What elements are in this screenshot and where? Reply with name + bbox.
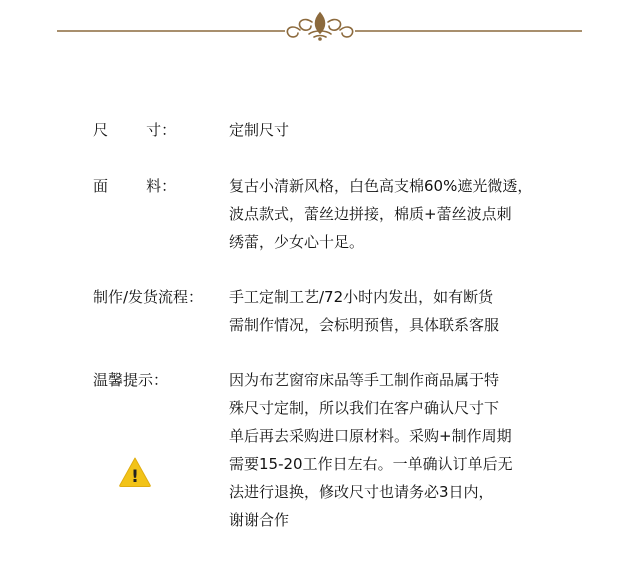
ornamental-divider [0, 0, 640, 60]
spec-fabric-line: 复古小清新风格，白色高支棉60%遮光微透， [229, 177, 533, 195]
spec-shipping-line: 手工定制工艺/72小时内发出，如有断货 [229, 288, 494, 306]
spec-size-label: 尺 寸： [93, 121, 177, 139]
warning-icon [118, 456, 152, 488]
spec-notice-line: 法进行退换，修改尺寸也请务必3日内， [229, 483, 494, 501]
spec-fabric-value [229, 172, 532, 256]
spec-shipping-label: 制作/发货流程： [93, 288, 204, 306]
spec-notice-line: 因为布艺窗帘床品等手工制作商品属于特 [229, 371, 500, 389]
spec-size-value [229, 116, 289, 144]
spec-notice-line: 单后再去采购进口原材料。采购+制作周期 [229, 427, 512, 445]
spec-notice-value [229, 366, 513, 534]
spec-notice-line: 殊尺寸定制，所以我们在客户确认尺寸下 [229, 399, 500, 417]
spec-shipping-line: 需制作情况，会标明预售，具体联系客服 [229, 316, 500, 334]
spec-fabric-line: 波点款式，蕾丝边拼接，棉质+蕾丝波点刺 [229, 205, 512, 223]
spec-notice-line: 需要15-20工作日左右。一单确认订单后无 [229, 455, 513, 473]
spec-shipping-value [229, 283, 499, 339]
spec-size-line: 定制尺寸 [229, 121, 290, 139]
fleur-ornament-icon [287, 13, 352, 41]
spec-fabric-label: 面 料： [93, 177, 177, 195]
spec-notice-line: 谢谢合作 [229, 511, 290, 529]
spec-fabric-line: 绣蕾，少女心十足。 [229, 233, 365, 251]
spec-notice-label: 温馨提示： [93, 371, 169, 389]
warning-symbol: ! [131, 467, 139, 487]
